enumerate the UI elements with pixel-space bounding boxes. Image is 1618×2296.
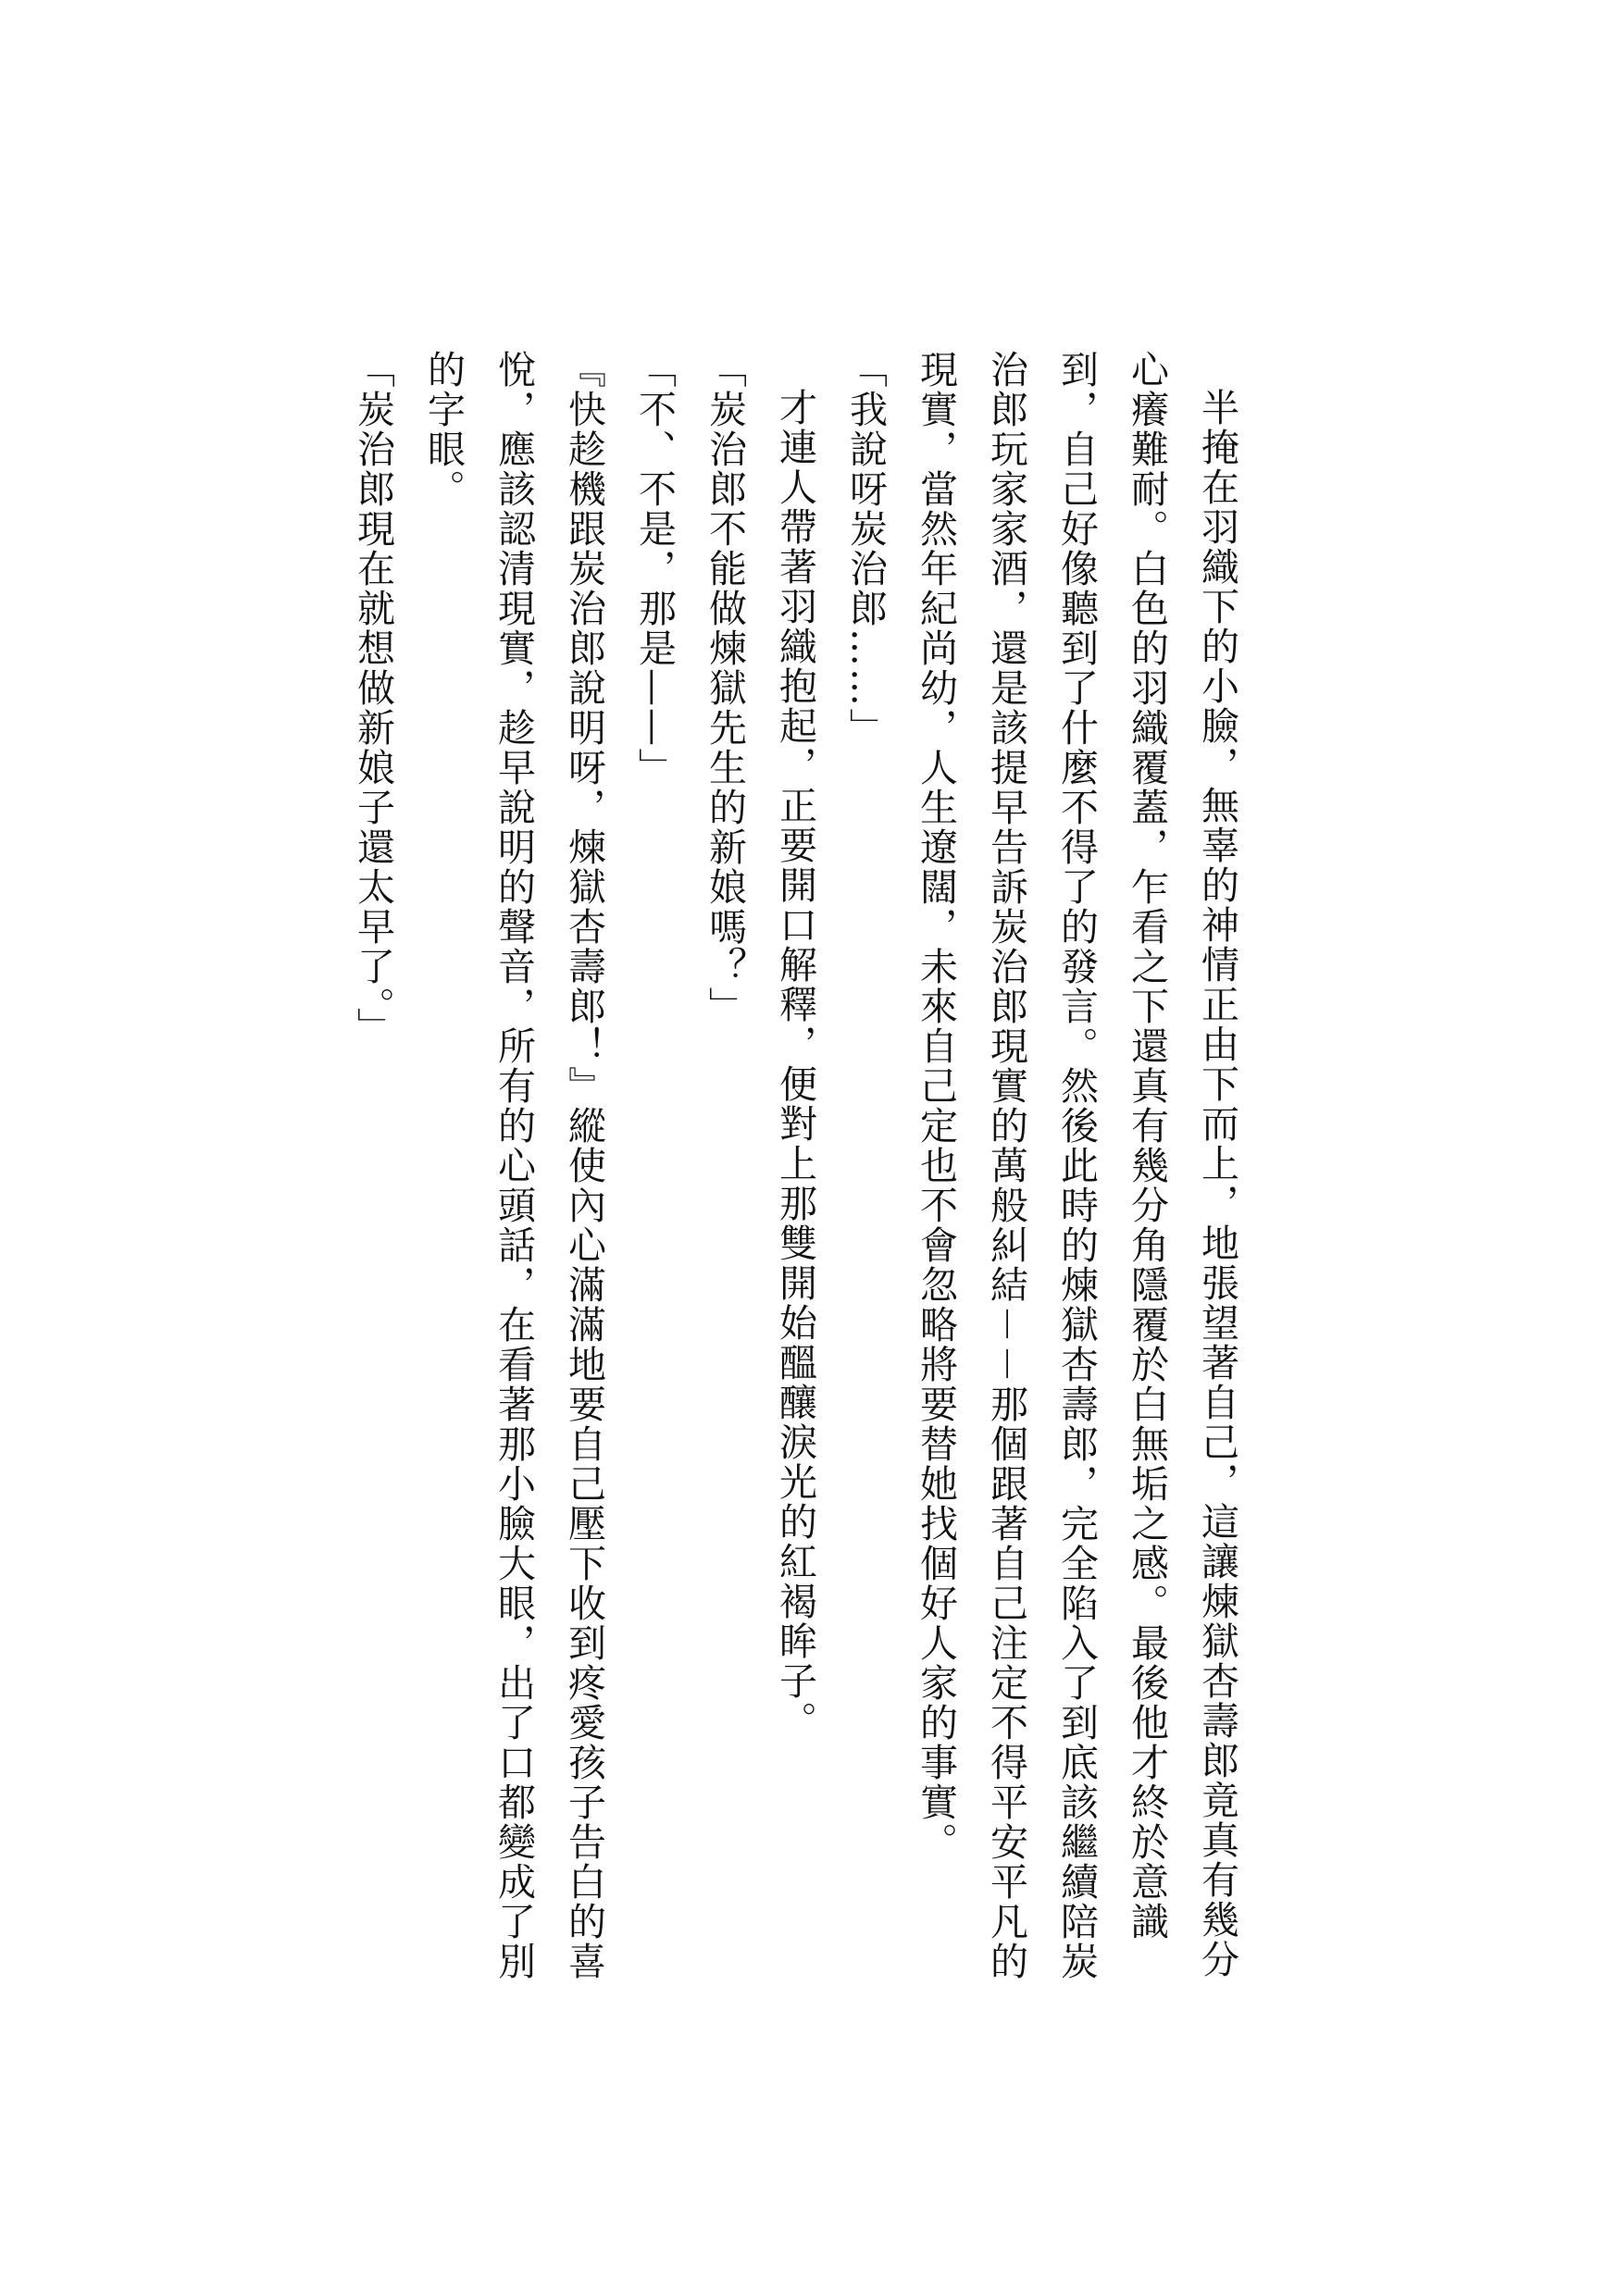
paragraph-dialogue-1: 「我說呀炭治郎……」	[843, 350, 888, 748]
paragraph-narration-2: 才連人帶著羽織抱起，正要開口解釋，便對上那雙開始醞釀淚光的紅褐眸子。	[773, 388, 817, 1741]
paragraph-dialogue-3: 「不、不是，那是——」	[632, 350, 677, 788]
paragraph-dialogue-2: 「炭治郎不能做煉獄先生的新娘嗎？」	[703, 350, 747, 1026]
paragraph-inner-monologue: 『快趁機跟炭治郎說明呀，煉獄杏壽郎！』縱使內心滿滿地要自己壓下收到疼愛孩子告白的喜悅，應該認清現實，趁早說明的聲音，所有的心頭話，在看著那小臉大眼，出了口都變成了別的字眼。	[421, 350, 606, 1981]
vertical-text-body	[338, 350, 1252, 1997]
paragraph-dialogue-4: 「炭治郎現在就想做新娘子還太早了。」	[351, 350, 395, 1048]
paragraph-narration-1: 半掩在羽織下的小臉，無辜的神情正由下而上，地張望著自己，這讓煉獄杏壽郎竟真有幾分心癢難耐。白色的羽織覆蓋，乍看之下還真有幾分角隱覆於白無垢之感。最後他才終於意識到，自己好像聽到了什麼不得了的發言。然後此時的煉獄杏壽郎，完全陷入了到底該繼續陪炭治郎玩家家酒，還是該提早告訴炭治郎現實的萬般糾結－－那個跟著自己注定不得平安平凡的現實，當然年紀尚幼，人生遼闊，未來自己定也不會忽略將要替她找個好人家的事實。	[914, 350, 1239, 1981]
